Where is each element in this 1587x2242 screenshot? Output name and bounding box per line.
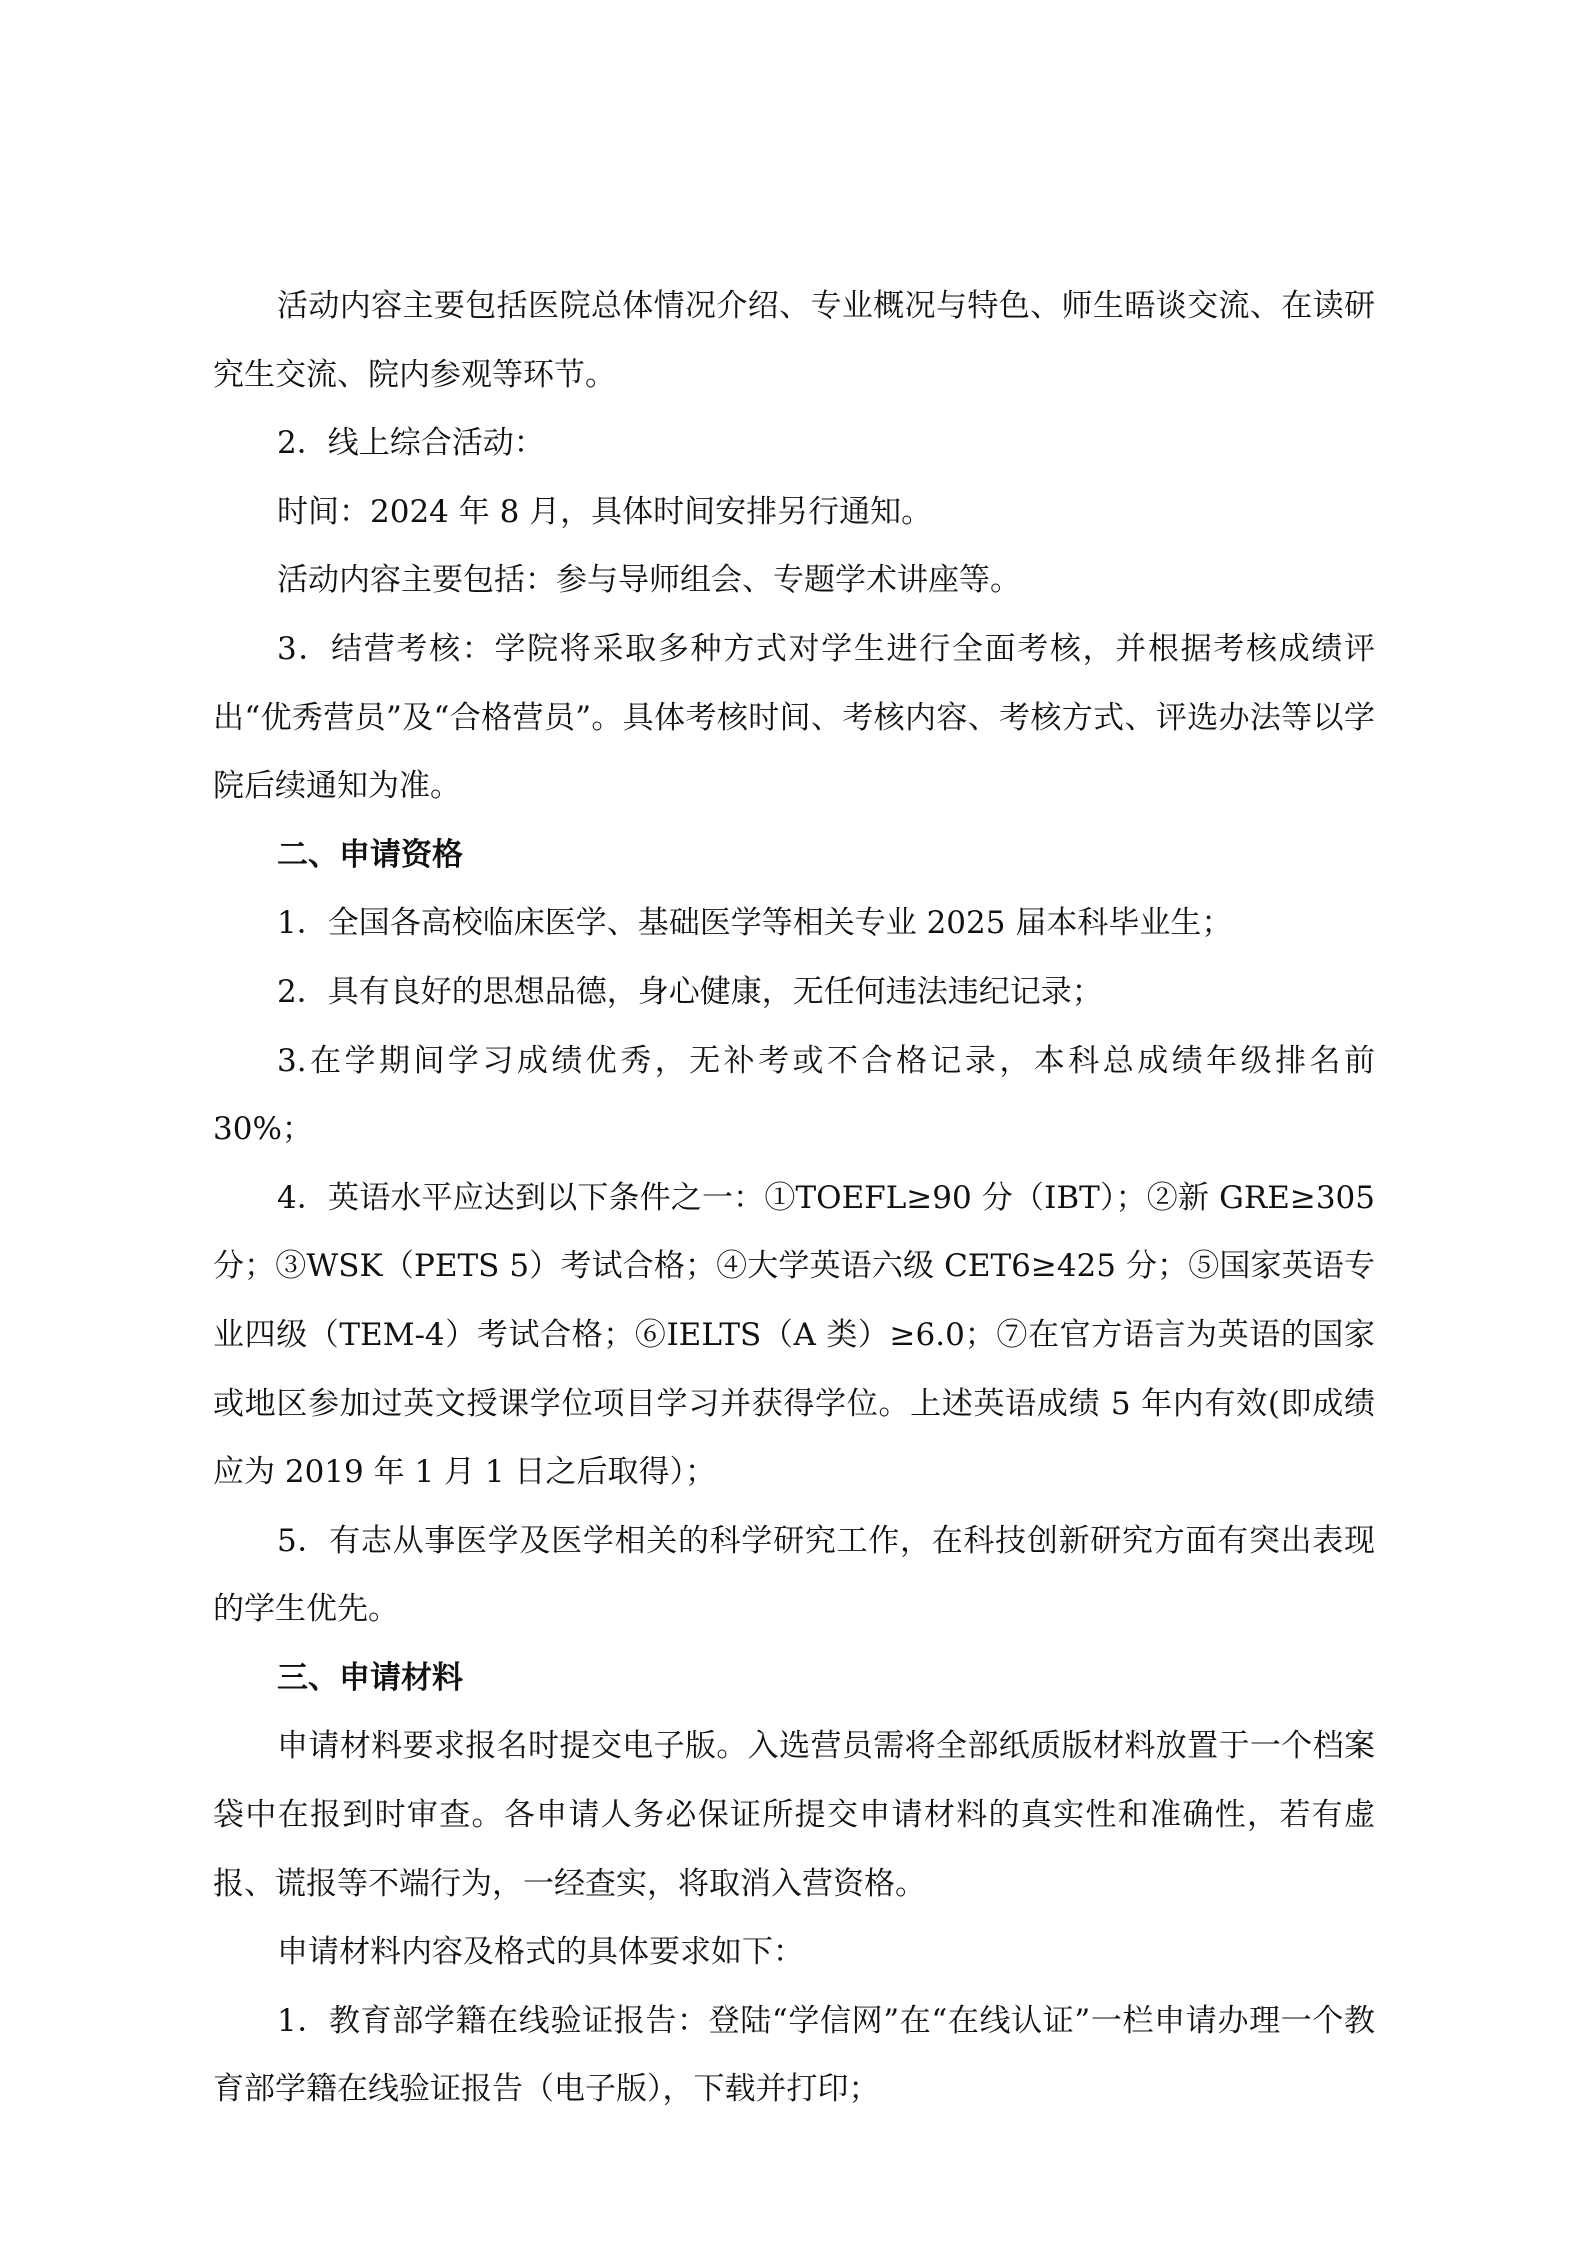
paragraph-online-time: 时间：2024 年 8 月，具体时间安排另行通知。 xyxy=(277,493,933,530)
document-body xyxy=(213,272,1375,2124)
eligibility-item-1: 1．全国各高校临床医学、基础医学等相关专业 2025 届本科毕业生； xyxy=(277,905,1233,942)
section-heading-eligibility: 二、申请资格 xyxy=(277,836,463,873)
eligibility-item-4: 4．英语水平应达到以下条件之一：①TOEFL≥90 分（IBT）；②新 GRE≥305 分；③WSK（PETS 5）考试合格；④大学英语六级 CET6≥425 分；⑤国家英语专业四级（TEM-4）考试合格；⑥IELTS（A 类）≥6.0；⑦在官方语言为英语的国家或地区参加过英文授课学位项目学习并获得学位。上述英语成绩 5 年内有效(即成绩应为 2019 年 1 月 1 日之后取得）； xyxy=(213,1179,1375,1491)
paragraph-materials-format: 申请材料内容及格式的具体要求如下： xyxy=(277,1934,804,1971)
materials-item-1: 1．教育部学籍在线验证报告：登陆“学信网”在“在线认证”一栏申请办理一个教育部学籍在线验证报告（电子版），下载并打印； xyxy=(213,2002,1375,2108)
eligibility-item-5: 5．有志从事医学及医学相关的科学研究工作，在科技创新研究方面有突出表现的学生优先。 xyxy=(213,1522,1375,1628)
paragraph-final-assessment: 3．结营考核：学院将采取多种方式对学生进行全面考核，并根据考核成绩评出“优秀营员”及“合格营员”。具体考核时间、考核内容、考核方式、评选办法等以学院后续通知为准。 xyxy=(213,630,1375,805)
paragraph-online-content: 活动内容主要包括：参与导师组会、专题学术讲座等。 xyxy=(277,562,1021,599)
paragraph-activity-content: 活动内容主要包括医院总体情况介绍、专业概况与特色、师生晤谈交流、在读研究生交流、院内参观等环节。 xyxy=(213,288,1375,393)
paragraph-online-activity: 2．线上综合活动： xyxy=(277,425,545,462)
eligibility-item-3: 3.在学期间学习成绩优秀，无补考或不合格记录，本科总成绩年级排名前 30%； xyxy=(213,1042,1375,1148)
eligibility-item-2: 2．具有良好的思想品德，身心健康，无任何违法违纪记录； xyxy=(277,973,1103,1010)
section-heading-materials: 三、申请材料 xyxy=(277,1659,463,1696)
paragraph-materials-intro: 申请材料要求报名时提交电子版。入选营员需将全部纸质版材料放置于一个档案袋中在报到时审查。各申请人务必保证所提交申请材料的真实性和准确性，若有虚报、谎报等不端行为，一经查实，将取消入营资格。 xyxy=(213,1728,1375,1902)
